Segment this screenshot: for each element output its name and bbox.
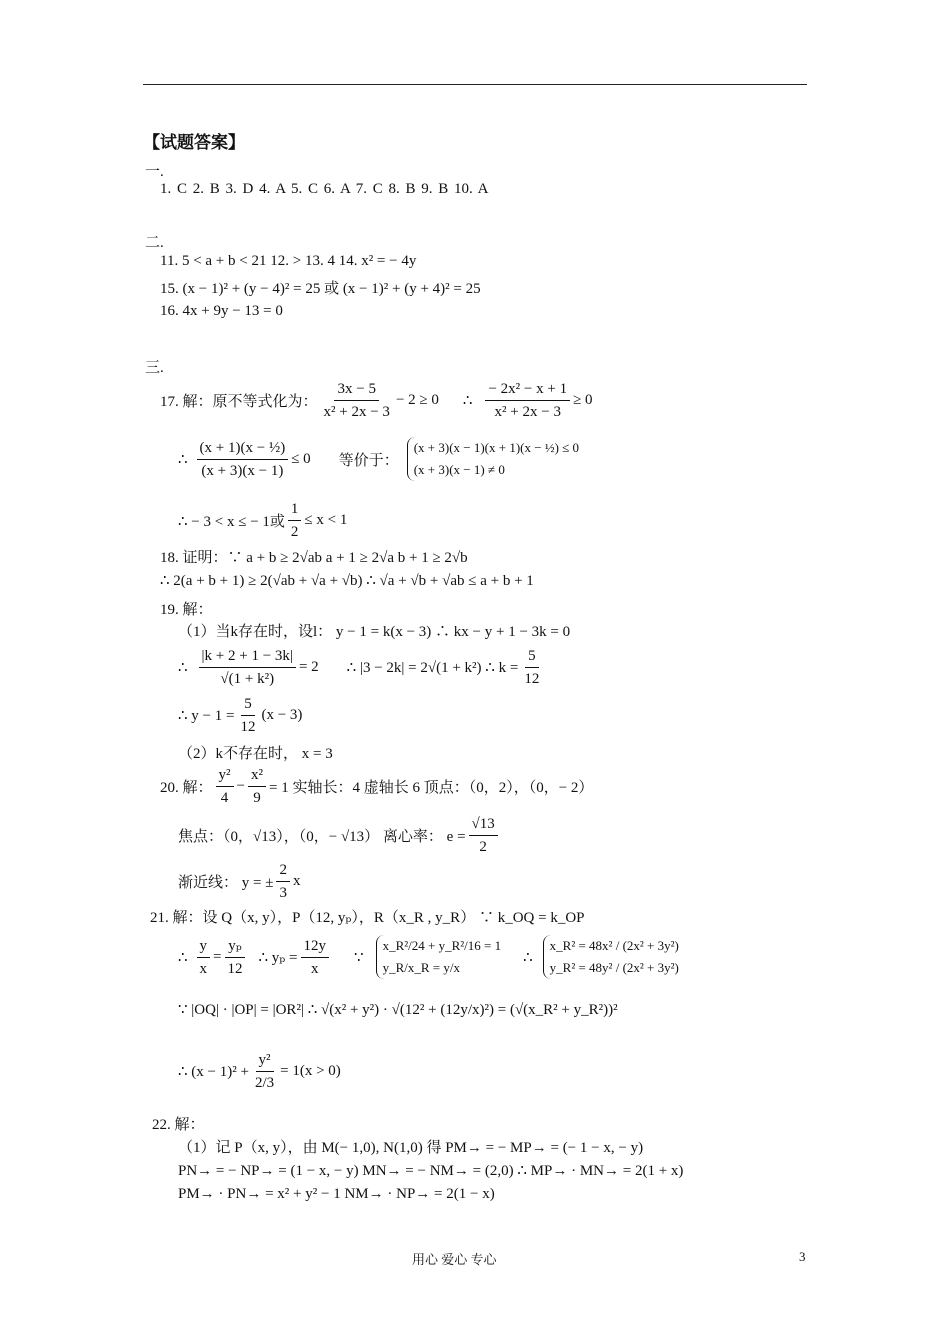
q21-system-b: x_R² = 48x² / (2x² + 3y²) y_R² = 48y² / (2x² + 3y²)	[543, 935, 679, 979]
answers-title: 【试题答案】	[143, 133, 245, 152]
q17-result: ∴ − 3 < x ≤ − 1或 $\frac{1}{2}$ ≤ x < 1	[178, 500, 348, 540]
q18-line1: 18. 证明：∵ a + b ≥ 2√ab a + 1 ≥ 2√a b + 1 ≥ 2√b	[160, 550, 468, 566]
q19-head: 19. 解：	[160, 602, 213, 618]
q19-line3: ∴ y − 1 = $\frac{5}{12}$ (x − 3)	[178, 695, 303, 735]
q21-line3: ∵ |OQ| · |OP| = |OR²| ∴ √(x² + y²) · √(12² + (12y/x)²) = (√(x_R² + y_R²))²	[178, 1002, 618, 1018]
q20-line3: 渐近线： y = ± $\frac{2}{3}$ x	[178, 861, 301, 901]
q16-answer: 16. 4x + 9y − 13 = 0	[160, 303, 283, 319]
q17-fraction-1: $\frac{3x - 5}{\text{x² + 2x − 3}}$	[323, 380, 390, 420]
q20-line2: 焦点：（0，√13），（0，− √13） 离心率： e = $\frac{√13}{2}$	[178, 812, 501, 858]
header-rule	[143, 84, 807, 85]
q17-fraction-3: $\frac{\text{(x + 1)(x − ½)}}{(x + 3)(x - 1)}$	[197, 438, 289, 481]
q15-answer: 15. (x − 1)² + (y − 4)² = 25 或 (x − 1)² + (y + 4)² = 25	[160, 281, 481, 297]
q17-equivalent: 等价于：	[338, 452, 399, 469]
q21-line4: ∴ (x − 1)² + $\frac{\text{y²}}{2/3}$ = 1(x > 0)	[178, 1051, 341, 1091]
q19-line4: （2）k不存在时， x = 3	[178, 746, 333, 762]
section-3-label: 三.	[145, 360, 164, 376]
q21-line1: 21. 解：设 Q（x, y），P（12, yₚ），R（x_R , y_R） ∵ k_OQ = k_OP	[150, 910, 585, 926]
q22-line3: PM→ · PN→ = x² + y² − 1 NM→ · NP→ = 2(1 − x)	[178, 1186, 495, 1202]
q17-line1: 17. 解：原不等式化为： $\frac{3x - 5}{\text{x² + 2x − 3}}$ − 2 ≥ 0 ∴ $\frac{\text{− 2x² − x + 1}}{\text{x² + 2x − 3}}$ ≥ 0	[160, 380, 593, 420]
q17-line2: ∴ $\frac{\text{(x + 1)(x − ½)}}{(x + 3)(x - 1)}$ ≤ 0 等价于： (x + 3)(x − 1)(x + 1)(x − ½) ≤ 0 (x + 3)(x − 1) ≠ 0	[178, 428, 579, 490]
q22-line1: （1）记 P（x, y），由 M(− 1,0), N(1,0) 得 PM→ = − MP→ = (− 1 − x, − y)	[178, 1140, 644, 1156]
section-1-label: 一.	[145, 164, 164, 180]
q20-line1: 20. 解： $\frac{\text{y²}}{4}$ − $\frac{\text{x²}}{9}$ = 1 实轴长：4 虚轴长 6 顶点：（0，2），（0，− 2）	[160, 766, 594, 806]
q22-line2: PN→ = − NP→ = (1 − x, − y) MN→ = − NM→ = (2,0) ∴ MP→ · MN→ = 2(1 + x)	[178, 1163, 684, 1179]
q17-intro: 17. 解：原不等式化为：	[160, 393, 318, 410]
q19-line2: ∴ $\frac{|k + 2 + 1 - 3k|}{\text{√(1 + k²)}}$ = 2 ∴ |3 − 2k| = 2√(1 + k²) ∴ k = $\frac{5}{12}$	[178, 647, 540, 687]
footer-motto: 用心 爱心 专心	[412, 1252, 497, 1267]
q19-line1: （1）当k存在时，设l： y − 1 = k(x − 3) ∴ kx − y + 1 − 3k = 0	[178, 624, 571, 640]
q21-system-a: x_R²/24 + y_R²/16 = 1 y_R/x_R = y/x	[376, 935, 502, 979]
q18-line2: ∴ 2(a + b + 1) ≥ 2(√ab + √a + √b) ∴ √a + √b + √ab ≤ a + b + 1	[160, 573, 534, 589]
section-2-label: 二.	[145, 235, 164, 251]
q21-line2: ∴ $\frac{y}{x}$ = $\frac{\text{yₚ}}{12}$ ∴ yₚ = $\frac{12y}{x}$ ∵ x_R²/24 + y_R²/16 = 1 y_R/x_R = y/x ∴ x_R² = 48x² / (2x² + 3y²) y_R² = 48y² / (2x² + 3y²)	[178, 928, 679, 986]
q11-14-answers: 11. 5 < a + b < 21 12. > 13. 4 14. x² = − 4y	[160, 253, 417, 269]
q17-system: (x + 3)(x − 1)(x + 1)(x − ½) ≤ 0 (x + 3)(x − 1) ≠ 0	[407, 437, 579, 481]
page-number: 3	[799, 1249, 806, 1264]
section-1-answers: 1. C 2. B 3. D 4. A 5. C 6. A 7. C 8. B 9. B 10. A	[160, 181, 489, 197]
q22-head: 22. 解：	[152, 1117, 205, 1133]
q17-fraction-2: $\frac{\text{− 2x² − x + 1}}{\text{x² + 2x − 3}}$	[485, 379, 570, 422]
